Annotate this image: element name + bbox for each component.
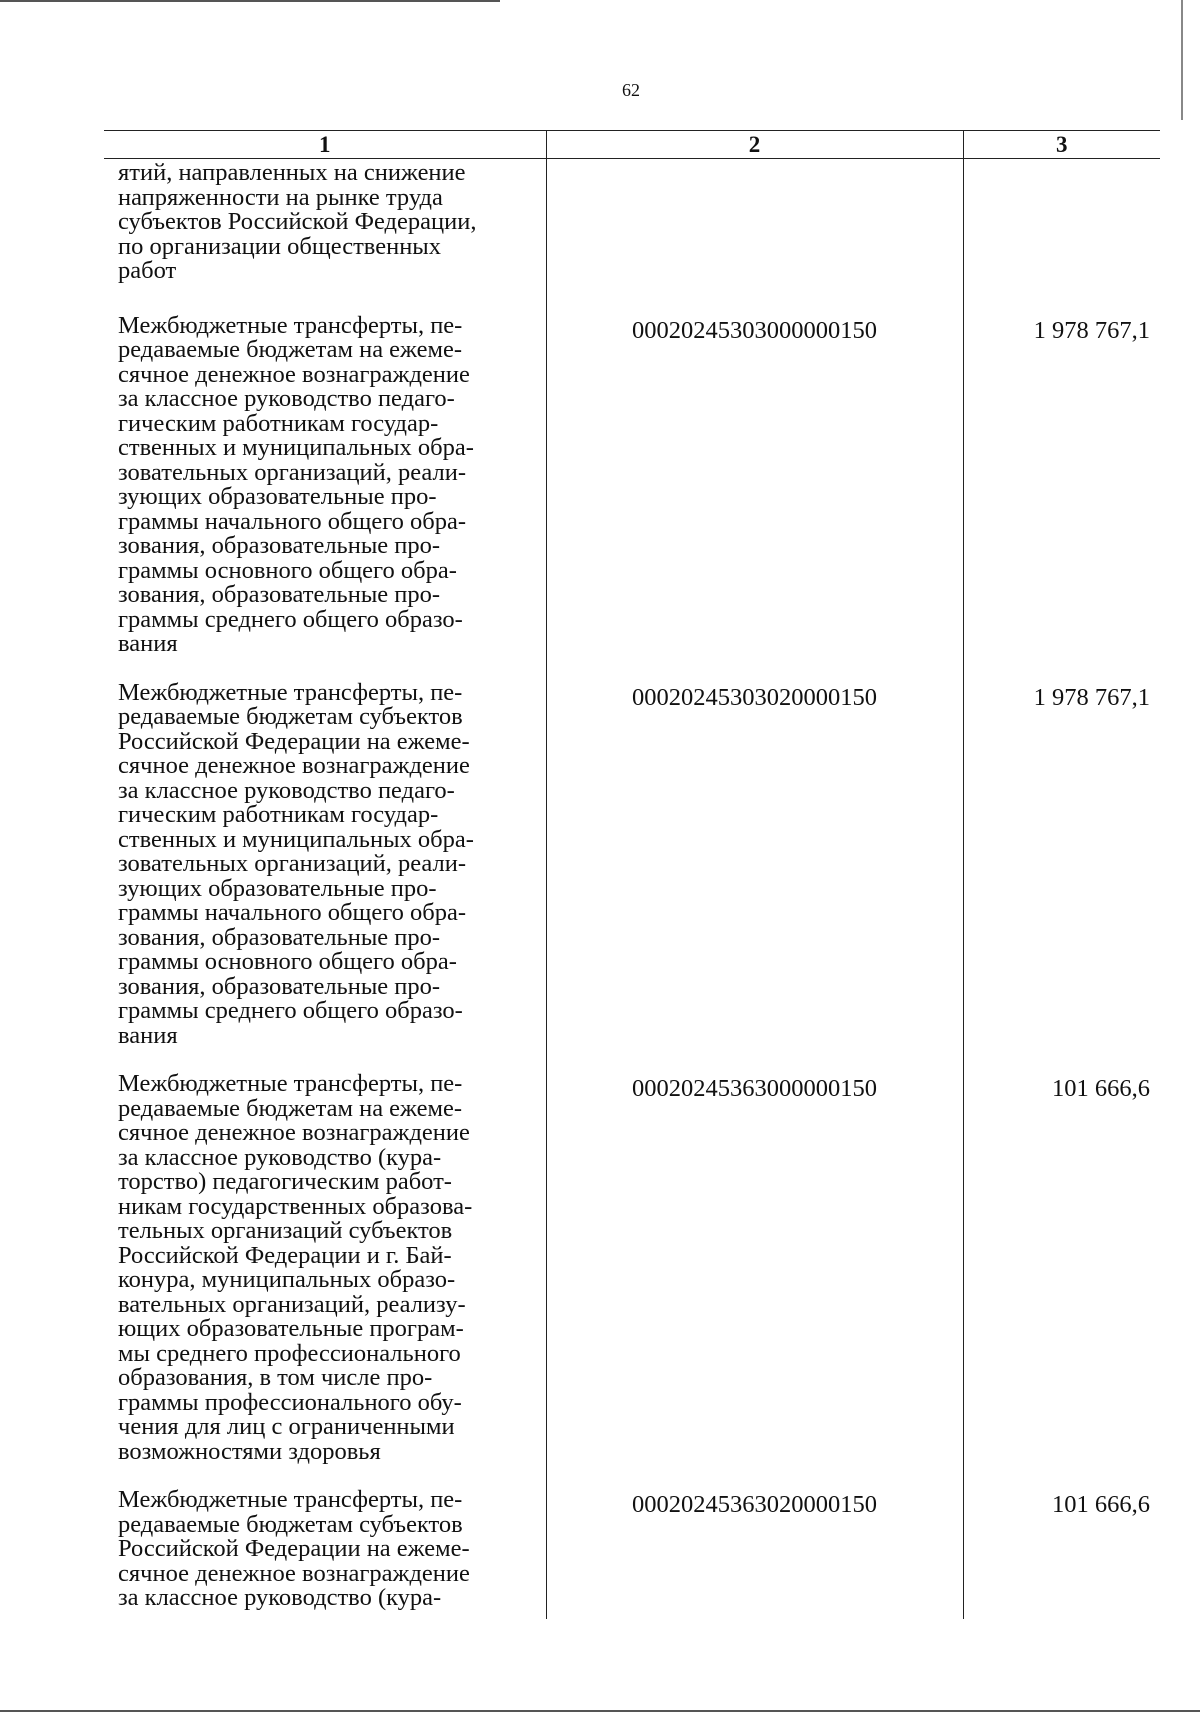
row-amount: 101 666,6 bbox=[963, 1072, 1160, 1488]
table-row bbox=[104, 1488, 1160, 1619]
scan-edge-bottom bbox=[0, 1710, 1200, 1712]
row-code: 00020245303000000150 bbox=[546, 314, 963, 681]
table-row bbox=[104, 159, 1160, 314]
row-description: Межбюджетные трансферты, пе- редаваемые бюджетам на ежеме- сячное денежное вознаграждение за классное руководство педаго- гическим работникам государ- ственных и муниципальных обра- зовательных организаций, реали- зующих образовательные про- граммы начального общего обра- зования, образовательные про- граммы основного общего обра- зования, образовательные про- граммы среднего общего образо- вания bbox=[118, 311, 474, 657]
row-description: Межбюджетные трансферты, пе- редаваемые бюджетам субъектов Российской Федерации на ежеме- сячное денежное вознаграждение за классное руководство (кура- bbox=[118, 1486, 470, 1611]
row-amount: 1 978 767,1 bbox=[963, 314, 1160, 681]
table-header-row bbox=[104, 131, 1160, 159]
scan-edge-top bbox=[0, 0, 500, 2]
page-number: 62 bbox=[622, 80, 640, 100]
row-description: ятий, направленных на снижение напряженности на рынке труда субъектов Российской Федерации, по организации общественных работ bbox=[118, 159, 477, 284]
scan-edge-right bbox=[1181, 0, 1183, 120]
row-code: 00020245303020000150 bbox=[546, 681, 963, 1073]
table-row bbox=[104, 681, 1160, 1073]
row-amount bbox=[963, 159, 1160, 314]
column-header-1: 1 bbox=[104, 131, 546, 159]
row-amount: 1 978 767,1 bbox=[963, 681, 1160, 1073]
column-header-2: 2 bbox=[546, 131, 963, 159]
row-code: 00020245363020000150 bbox=[546, 1488, 963, 1619]
row-description: Межбюджетные трансферты, пе- редаваемые бюджетам субъектов Российской Федерации на ежеме- сячное денежное вознаграждение за классное руководство педаго- гическим работникам государ- ственных и муниципальных обра- зовательных организаций, реали- зующих образовательные про- граммы начального общего обра- зования, образовательные про- граммы основного общего обра- зования, образовательные про- граммы среднего общего образо- вания bbox=[118, 678, 474, 1049]
row-code bbox=[546, 159, 963, 314]
budget-table bbox=[104, 130, 1160, 1619]
row-code: 00020245363000000150 bbox=[546, 1072, 963, 1488]
table-row bbox=[104, 1072, 1160, 1488]
column-header-3: 3 bbox=[963, 131, 1160, 159]
table-row bbox=[104, 314, 1160, 681]
row-description: Межбюджетные трансферты, пе- редаваемые бюджетам на ежеме- сячное денежное вознаграждение за классное руководство (кура- торство) педагогическим работ- никам государственных образова- тельных организаций субъектов Российской Федерации и г. Бай- конура, муниципальных образо- вательных организаций, реализу- ющих образовательные програм- мы среднего профессионального образования, в том числе про- граммы профессионального обу- чения для лиц с ограниченными возможностями здоровья bbox=[118, 1070, 473, 1465]
row-amount: 101 666,6 bbox=[963, 1488, 1160, 1619]
